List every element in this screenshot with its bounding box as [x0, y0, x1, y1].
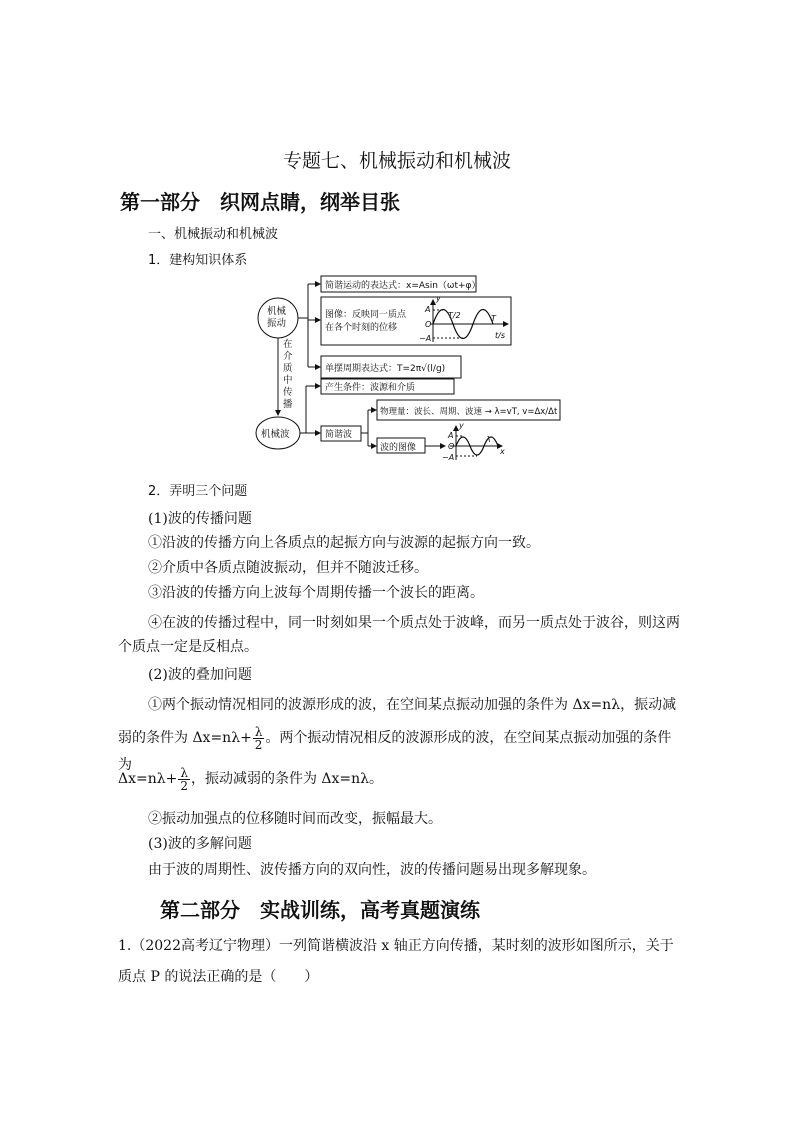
part1-heading: 第一部分 织网点睛，纲举目张	[120, 190, 400, 214]
section2-heading: 2．弄明三个问题	[148, 484, 248, 499]
q2-heading: (2)波的叠加问题	[148, 667, 252, 683]
question-1-line2: 质点 P 的说法正确的是（ ）	[118, 969, 319, 985]
svg-text:λ: λ	[486, 435, 491, 444]
subsection-heading: 1．建构知识体系	[148, 253, 248, 268]
q1-item-1: ①沿波的传播方向上各质点的起振方向与波源的起振方向一致。	[148, 535, 540, 551]
q3-heading: (3)波的多解问题	[148, 836, 252, 852]
harmonic-wave-text: 简谐波	[325, 430, 353, 440]
vibration-image-box	[321, 297, 511, 345]
shm-expression-text: 简谐运动的表达式：x=Asin（ωt+φ）	[325, 281, 481, 291]
q2-item-2: ②振动加强点的位移随时间而改变，振幅最大。	[148, 811, 442, 827]
wave-node-label: 机械波	[261, 429, 290, 440]
pendulum-text: 单摆周期表达式：T=2π√(l/g)	[325, 364, 446, 374]
svg-text:−A: −A	[419, 334, 432, 343]
q1-item-2: ②介质中各质点随波振动，但并不随波迁移。	[148, 560, 428, 576]
page-title: 专题七、机械振动和机械波	[282, 150, 511, 172]
svg-text:x: x	[500, 447, 505, 456]
q1-item-4-line2: 个质点一定是反相点。	[118, 639, 258, 655]
svg-text:A: A	[448, 431, 454, 440]
svg-text:介: 介	[283, 351, 293, 362]
condition-text: 产生条件：波源和介质	[325, 383, 416, 393]
q2-item-1-line3: Δx=nλ+ $\frac{\lambda}{2}$ ，振动减弱的条件为 Δx=nλ。	[118, 765, 384, 793]
svg-text:O: O	[425, 320, 432, 329]
q2-item-1-line1: ①两个振动情况相同的波源形成的波，在空间某点振动加强的条件为 Δx=nλ，振动减	[148, 697, 677, 713]
fraction: $\frac{\lambda}{2}$	[254, 724, 263, 752]
q3-text: 由于波的周期性、波传播方向的双向性，波的传播问题易出现多解现象。	[148, 862, 596, 878]
q2-item-1-line2: 弱的条件为 Δx=nλ+ $\frac{\lambda}{2}$ 。两个振动情况相反的波源形成的波，在空间某点振动加强的条件为	[118, 724, 672, 773]
knowledge-diagram	[250, 270, 570, 470]
image-text-1: 图像：反映同一质点	[325, 310, 407, 320]
q1-item-4-line1: ④在波的传播过程中，同一时刻如果一个质点处于波峰，而另一质点处于波谷，则这两	[148, 615, 680, 631]
svg-text:振动: 振动	[267, 318, 287, 329]
wave-graph	[450, 426, 502, 460]
svg-text:y: y	[436, 294, 441, 303]
svg-text:A: A	[425, 305, 431, 314]
svg-text:中: 中	[283, 375, 293, 386]
vibration-node-label: 机械	[267, 306, 287, 317]
q1-item-3: ③沿波的传播方向上波每个周期传播一个波长的距离。	[148, 585, 484, 601]
svg-text:传: 传	[283, 387, 293, 398]
svg-text:T/2: T/2	[448, 311, 461, 320]
svg-text:在: 在	[283, 339, 293, 350]
svg-text:T: T	[491, 314, 496, 323]
physical-quantity-text: 物理量：波长、周期、波速 → λ=vT, v=Δx/Δt	[380, 407, 558, 417]
svg-text:−A: −A	[442, 453, 455, 462]
image-text-2: 在各个时刻的位移	[325, 323, 398, 333]
fraction: $\frac{\lambda}{2}$	[180, 765, 188, 793]
q1-heading: (1)波的传播问题	[148, 511, 252, 527]
section-heading: 一、机械振动和机械波	[148, 227, 279, 242]
svg-text:O: O	[448, 442, 455, 451]
svg-text:y: y	[459, 421, 464, 430]
svg-text:播: 播	[283, 399, 293, 410]
medium-label	[283, 338, 293, 410]
wave-image-text: 波的图像	[380, 443, 417, 453]
svg-text:t/s: t/s	[495, 331, 505, 340]
svg-text:质: 质	[283, 363, 293, 374]
question-1-line1: 1.（2022高考辽宁物理）一列简谐横波沿 x 轴正方向传播，某时刻的波形如图所示，关于	[118, 938, 674, 954]
part2-heading: 第二部分 实战训练，高考真题演练	[160, 898, 480, 922]
